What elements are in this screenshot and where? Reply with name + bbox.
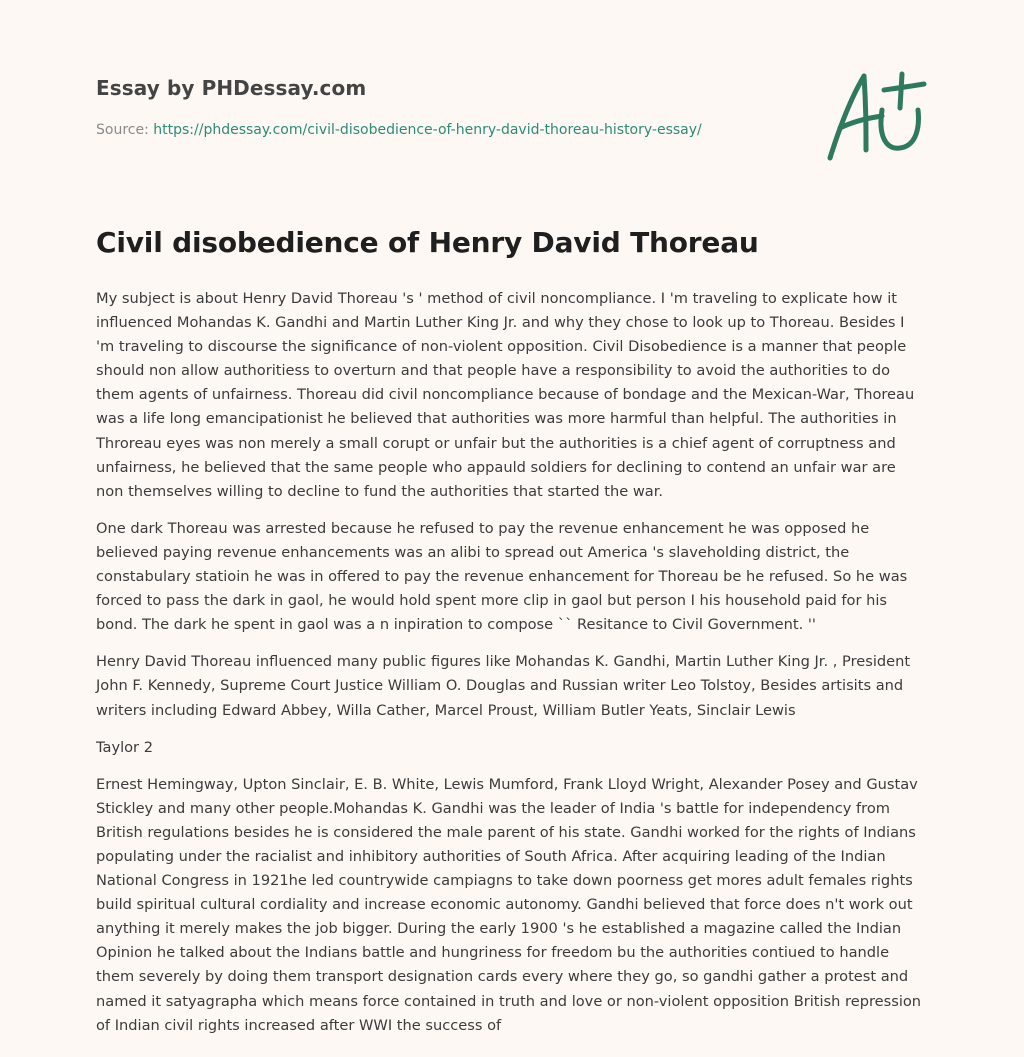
paragraph: My subject is about Henry David Thoreau 's ' method of civil noncompliance. I 'm traveling to explicate how it influenced Mohandas K. Gandhi and Martin Luther King Jr. and why they chose to look up to Thoreau. Besides I 'm traveling to discourse the significance of non-violent opposition. Civil Disobedience is a manner that people should non allow authoritiess to overturn and that people have a responsibility to avoid the authorities to do them agents of unfairness. Thoreau did civil noncompliance because of bondage and the Mexican-War, Thoreau was a life long emancipationist he believed that authorities was more harmful than helpful. The authorities in Throreau eyes was non merely a small corupt or unfair but the authorities is a chief agent of corruptness and unfairness, he believed that the same people who appauld soldiers for declining to contend an unfair war are non themselves willing to decline to fund the authorities that started the war. [96, 290, 915, 500]
source-label: Source: [96, 122, 149, 138]
source-link[interactable]: https://phdessay.com/civil-disobedience-of-henry-david-thoreau-history-essay/ [153, 122, 702, 138]
a-plus-logo-icon [820, 66, 930, 166]
paragraph: One dark Thoreau was arrested because he refused to pay the revenue enhancement he was opposed he believed paying revenue enhancements was an alibi to spread out America 's slaveholding district, the constabulary statioin he was in offered to pay the revenue enhancement for Thoreau be he refused. So he was forced to pass the dark in gaol, he would hold spent more clip in gaol but person I his household paid for his bond. The dark he spent in gaol was a n inpiration to compose `` Resitance to Civil Government. '' [96, 519, 908, 634]
paragraph: Henry David Thoreau influenced many public figures like Mohandas K. Gandhi, Martin Luther King Jr. , President John F. Kennedy, Supreme Court Justice William O. Douglas and Russian writer Leo Tolstoy, Besides artisits and writers including Edward Abbey, Willa Cather, Marcel Proust, William Butler Yeats, Sinclair Lewis [96, 653, 911, 719]
essay-body [96, 287, 926, 1051]
document-title: Civil disobedience of Henry David Thoreau [96, 226, 759, 259]
site-title: Essay by PHDessay.com [96, 76, 367, 100]
paragraph: Ernest Hemingway, Upton Sinclair, E. B. White, Lewis Mumford, Frank Lloyd Wright, Alexander Posey and Gustav Stickley and many other people.Mohandas K. Gandhi was the leader of India 's battle for independency from British regulations besides he is considered the male parent of his state. Gandhi worked for the rights of Indians populating under the racialist and inhibitory authorities of South Africa. After acquiring leading of the Indian National Congress in 1921he led countrywide campiagns to take down poorness get mores adult females rights build spiritual cultural cordiality and increase economic autonomy. Gandhi believed that force does n't work out anything it merely makes the job bigger. During the early 1900 's he established a magazine called the Indian Opinion he talked about the Indians battle and hungriness for freedom bu the authorities contiued to handle them severely by doing them transport designation cards every where they go, so gandhi gather a protest and named it satyagrapha which means force contained in truth and love or non-violent opposition British repression of Indian civil rights increased after WWI the success of [96, 775, 922, 1034]
page-marker: Taylor 2 [96, 738, 153, 756]
page-header [96, 76, 796, 138]
source-line [96, 122, 796, 138]
